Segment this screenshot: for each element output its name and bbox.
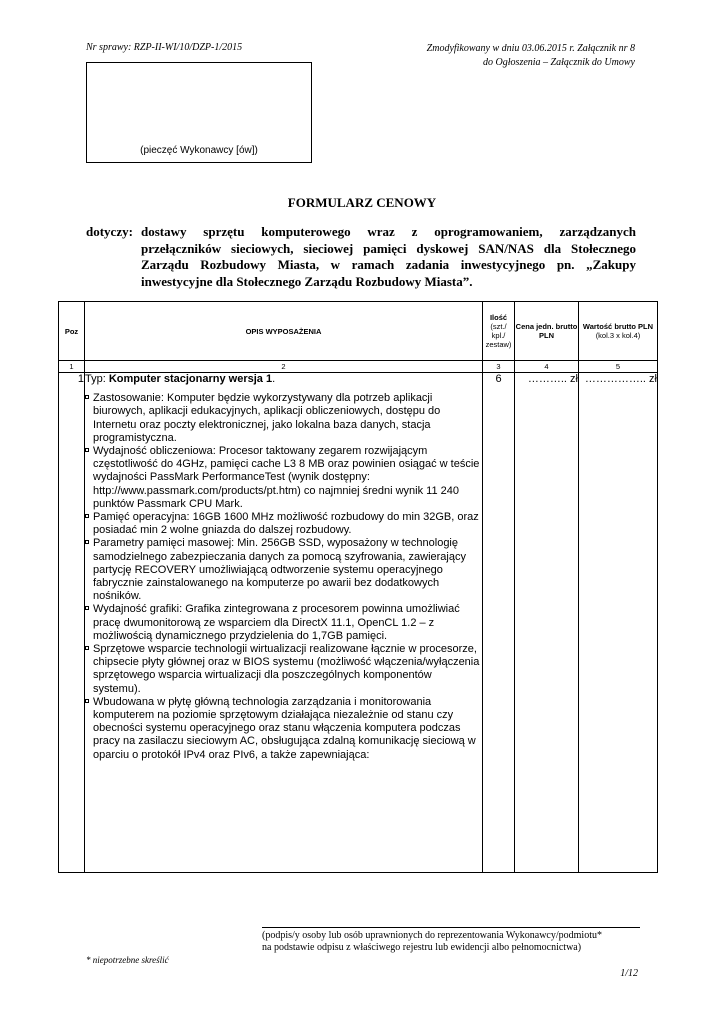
header-description: OPIS WYPOSAŻENIA bbox=[85, 302, 483, 361]
list-item-text: Wbudowana w płytę główną technologia zarządzania i monitorowania komputerem na poziomie sprzętowym działająca niezależnie od stanu czy obecności systemu operacyjnego oraz stanu włączenia komputera podczas pracy na zasilaczu sieciowym AC, obsługująca zdalną komunikację sieciową w oparciu o protokół IPv4 oraz PIv6, a także zapewniająca: bbox=[93, 695, 476, 761]
item-type-prefix: Typ: bbox=[85, 373, 109, 385]
table-header-row bbox=[59, 302, 658, 361]
modification-note-line2: do Ogłoszenia – Załącznik do Umowy bbox=[483, 57, 635, 68]
column-number-row bbox=[59, 361, 658, 373]
table-row bbox=[59, 373, 658, 873]
column-number: 5 bbox=[579, 361, 658, 373]
document-title: FORMULARZ CENOWY bbox=[287, 195, 437, 210]
row-position: 1 bbox=[59, 373, 85, 873]
signature-line bbox=[262, 927, 640, 928]
square-bullet-icon bbox=[85, 646, 89, 650]
contractor-stamp-box bbox=[86, 62, 312, 163]
price-table bbox=[58, 301, 658, 873]
header-quantity-sub: (szt./ kpl./ zestaw) bbox=[485, 322, 512, 349]
list-item-text: Zastosowanie: Komputer będzie wykorzystywany dla potrzeb aplikacji biurowych, aplikacji edukacyjnych, aplikacji obliczeniowych, dostępu do Internetu oraz poczty elektronicznej, jako lokalna baza danych, stacja programistyczna. bbox=[93, 392, 441, 444]
modification-note-line1: Zmodyfikowany w dniu 03.06.2015 r. Załącznik nr 8 bbox=[426, 43, 635, 54]
row-quantity: 6 bbox=[483, 373, 515, 873]
list-item bbox=[85, 537, 482, 603]
list-item bbox=[85, 511, 482, 537]
header-total-title: Wartość brutto PLN bbox=[582, 322, 654, 331]
signature-caption-line2: na podstawie odpisu z właściwego rejestru lub ewidencji albo pełnomocnictwa) bbox=[262, 942, 582, 953]
list-item-text: Wydajność grafiki: Grafika zintegrowana z procesorem powinna umożliwiać pracę dwumonitorową ze wsparciem dla DirectX 11.1, OpenCL 1.2 – z możliwością dynamicznego przydzielenia do 1,7GB pamięci. bbox=[93, 603, 460, 642]
row-description bbox=[85, 373, 483, 873]
stamp-label: (pieczęć Wykonawcy [ów]) bbox=[140, 145, 258, 156]
square-bullet-icon bbox=[85, 606, 89, 610]
list-item-text: Wydajność obliczeniowa: Procesor taktowany zegarem rozwijającym częstotliwość do 4GHz, pamięci cache L3 8 MB oraz powinien osiągać w teście wydajności PassMark PerformanceTest (wynik dostępny: http://www.passmark.com/products/pt.htm) co najmniej średni wynik 11 240 punktów Passmark CPU Mark. bbox=[93, 445, 480, 510]
list-item bbox=[85, 392, 482, 445]
list-item bbox=[85, 445, 482, 511]
square-bullet-icon bbox=[85, 395, 89, 399]
list-item bbox=[85, 603, 482, 643]
concerns-text: dostawy sprzętu komputerowego wraz z oprogramowaniem, zarządzanych przełączników sieciowych, sieciowej pamięci dyskowej SAN/NAS dla Stołecznego Zarządu Rozbudowy Miasta, w ramach zadania inwestycyjnego pn. „Zakupy inwestycyjne dla Stołecznego Zarządu Rozbudowy Miasta”. bbox=[141, 224, 636, 289]
square-bullet-icon bbox=[85, 514, 89, 518]
header-total-sub: (kol.3 x kol.4) bbox=[595, 331, 641, 340]
footnote: * niepotrzebne skreślić bbox=[86, 955, 169, 965]
case-number: Nr sprawy: RZP-II-WI/10/DZP-1/2015 bbox=[86, 42, 243, 53]
row-unit-price: ……….. zł bbox=[515, 373, 579, 873]
column-number: 3 bbox=[483, 361, 515, 373]
header-poz: Poz bbox=[59, 302, 85, 361]
signature-caption-line1: (podpis/y osoby lub osób uprawnionych do reprezentowania Wykonawcy/podmiotu* bbox=[262, 930, 602, 941]
list-item bbox=[85, 696, 482, 762]
square-bullet-icon bbox=[85, 699, 89, 703]
row-total: …………….. zł bbox=[579, 373, 658, 873]
modification-note bbox=[427, 42, 635, 70]
square-bullet-icon bbox=[85, 448, 89, 452]
list-item-text: Sprzętowe wsparcie technologii wirtualizacji realizowane łącznie w procesorze, chipsecie płyty głównej oraz w BIOS systemu (możliwość włączenia/wyłączenia sprzętowego wsparcia wirtualizacji dla poszczególnych komponentów systemu). bbox=[93, 643, 480, 695]
list-item-text: Pamięć operacyjna: 16GB 1600 MHz możliwość rozbudowy do min 32GB, oraz posiadać min 2 wolne gniazda do dalszej rozbudowy. bbox=[93, 511, 479, 537]
header-quantity-title: Ilość bbox=[489, 313, 508, 322]
list-item bbox=[85, 643, 482, 696]
header-quantity bbox=[483, 302, 515, 361]
column-number: 2 bbox=[85, 361, 483, 373]
spec-list bbox=[85, 392, 482, 762]
square-bullet-icon bbox=[85, 540, 89, 544]
header-total bbox=[579, 302, 658, 361]
list-item-text: Parametry pamięci masowej: Min. 256GB SSD, wyposażony w technologię samodzielnego zabezpieczania danych za pomocą szyfrowania, zawierający partycję RECOVERY umożliwiającą odtworzenie systemu operacyjnego fabrycznie zainstalowanego na komputerze po awarii bez dodatkowych nośników. bbox=[93, 537, 466, 603]
page-number: 1/12 bbox=[620, 968, 638, 979]
concerns-section bbox=[86, 224, 636, 290]
concerns-label: dotyczy: bbox=[86, 224, 133, 239]
item-type-name: Komputer stacjonarny wersja 1 bbox=[108, 373, 273, 385]
column-number: 4 bbox=[515, 361, 579, 373]
item-type-suffix: . bbox=[272, 373, 276, 385]
column-number: 1 bbox=[59, 361, 85, 373]
header-unit-price: Cena jedn. brutto PLN bbox=[515, 302, 579, 361]
item-type bbox=[85, 373, 482, 386]
